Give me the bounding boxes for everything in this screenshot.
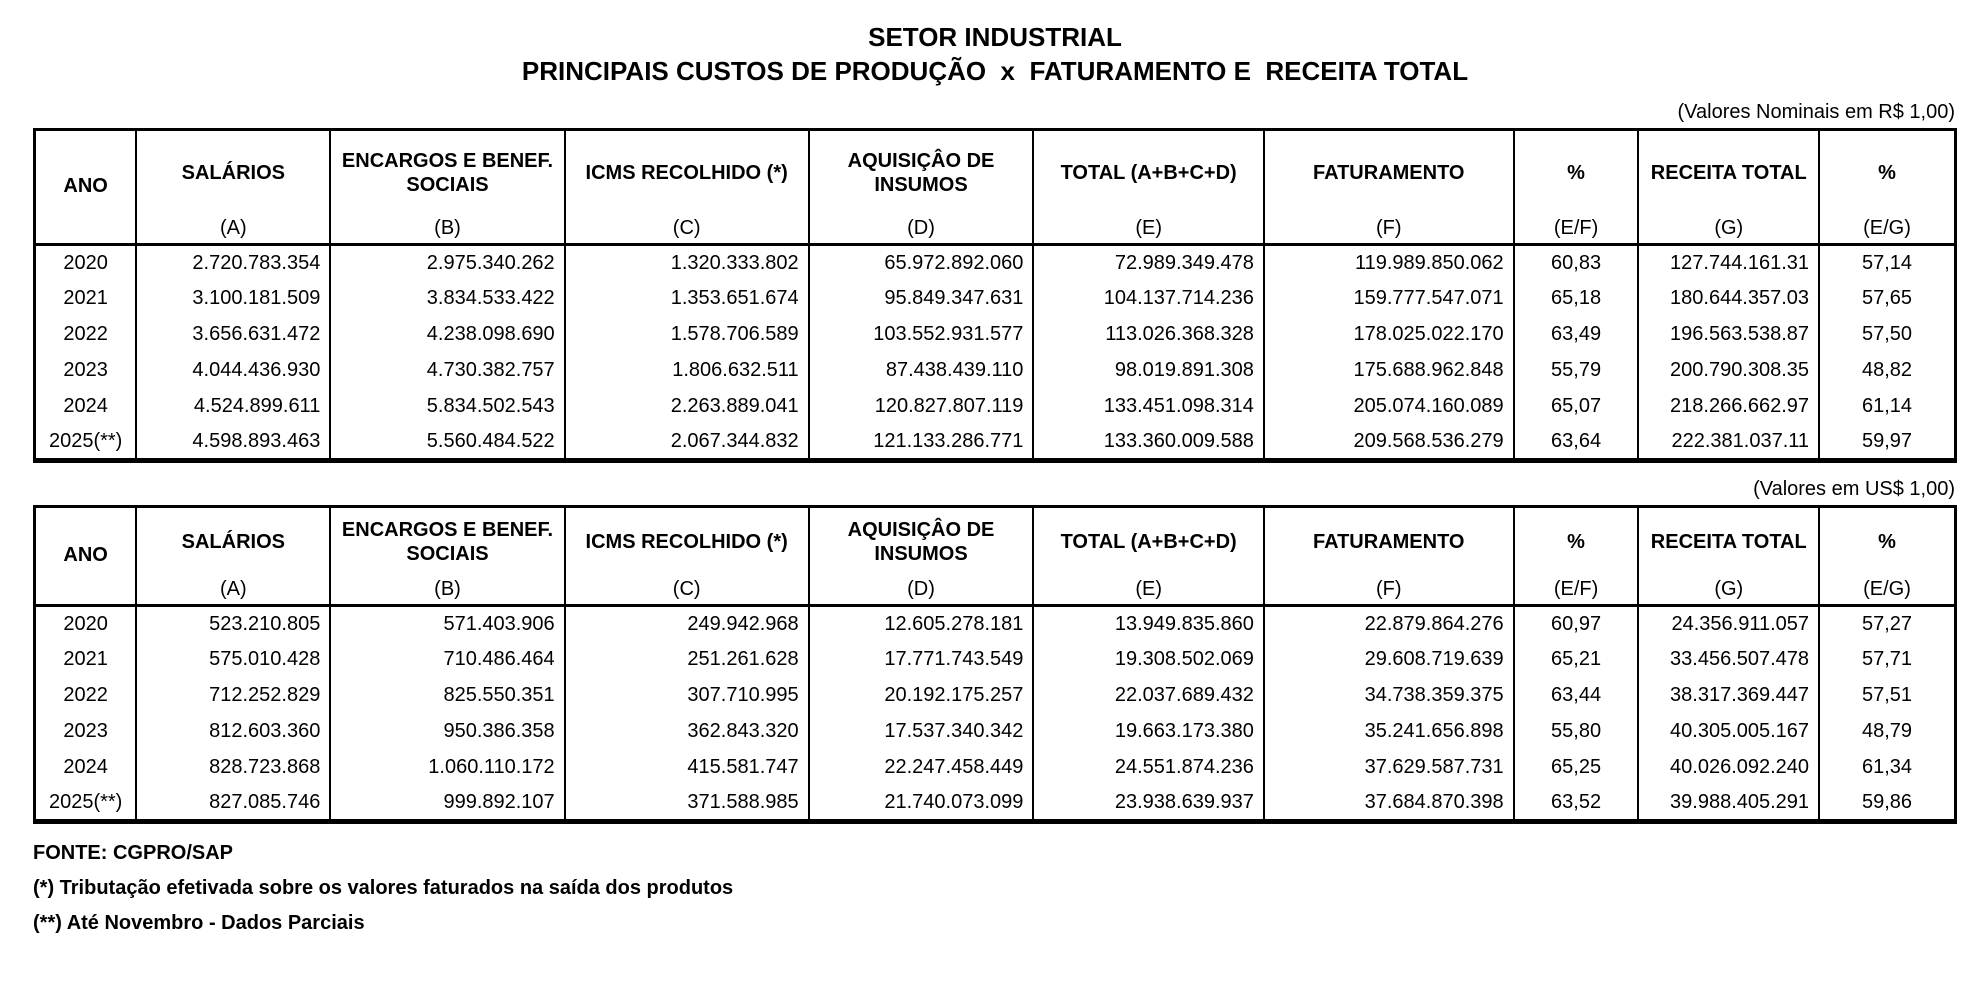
value-cell: 415.581.747: [565, 750, 809, 786]
column-header-insumos: [809, 507, 1034, 606]
value-cell: 12.605.278.181: [809, 606, 1034, 642]
value-cell: 1.353.651.674: [565, 281, 809, 317]
column-header-ano: [35, 130, 137, 245]
column-header-sub: (E): [1135, 578, 1162, 600]
value-cell: 55,80: [1514, 714, 1639, 750]
table-row: [35, 425, 1956, 461]
column-header-sub: (E/F): [1553, 578, 1599, 600]
value-cell: 4.044.436.930: [136, 353, 330, 389]
column-header-label: RECEITA TOTAL: [1650, 531, 1807, 553]
column-header-encargos: [330, 130, 564, 245]
value-cell: 65,18: [1514, 281, 1639, 317]
column-header-receita-total: [1638, 507, 1819, 606]
column-header-ano: [35, 507, 137, 606]
column-header-sub: (F): [1375, 217, 1402, 239]
value-cell: 98.019.891.308: [1033, 353, 1264, 389]
column-header-sub: (D): [907, 578, 935, 600]
footnote-double-asterisk: (**) Até Novembro - Dados Parciais: [33, 912, 365, 934]
value-cell: 24.551.874.236: [1033, 750, 1264, 786]
title-block: [33, 20, 1957, 88]
value-cell: 3.656.631.472: [136, 317, 330, 353]
column-header-sub: (C): [672, 578, 701, 600]
value-cell: 40.305.005.167: [1638, 714, 1819, 750]
year-cell: 2021: [63, 648, 108, 670]
value-cell: 65,07: [1514, 389, 1639, 425]
value-cell: 60,97: [1514, 606, 1639, 642]
page-title: SETOR INDUSTRIAL: [868, 22, 1122, 52]
value-cell: 827.085.746: [136, 786, 330, 822]
value-cell: 133.451.098.314: [1033, 389, 1264, 425]
year-cell: 2025(**): [48, 790, 123, 813]
value-cell: 828.723.868: [136, 750, 330, 786]
value-cell: 712.252.829: [136, 678, 330, 714]
column-header-sub: [36, 241, 135, 243]
value-cell: 29.608.719.639: [1264, 642, 1514, 678]
year-cell: 2020: [63, 251, 108, 274]
value-cell: 24.356.911.057: [1638, 606, 1819, 642]
value-cell: 57,65: [1819, 281, 1955, 317]
table-row: [35, 642, 1956, 678]
value-cell: 65.972.892.060: [809, 245, 1034, 281]
column-header-pct-eg: [1819, 507, 1955, 606]
value-cell: 19.663.173.380: [1033, 714, 1264, 750]
header-row: [35, 130, 1956, 245]
value-cell: 55,79: [1514, 353, 1639, 389]
value-cell: 3.100.181.509: [136, 281, 330, 317]
table-caption-reais: (Valores Nominais em R$ 1,00): [1677, 101, 1955, 123]
column-header-label: ANO: [63, 544, 108, 566]
value-cell: 57,50: [1819, 317, 1955, 353]
column-header-label: ENCARGOS E BENEF. SOCIAIS: [341, 150, 554, 196]
value-cell: 23.938.639.937: [1033, 786, 1264, 822]
value-cell: 127.744.161.31: [1638, 245, 1819, 281]
column-header-sub: (D): [907, 217, 935, 239]
column-header-salarios: [136, 507, 330, 606]
value-cell: 2.067.344.832: [565, 425, 809, 461]
column-header-sub: (B): [434, 217, 461, 239]
value-cell: 40.026.092.240: [1638, 750, 1819, 786]
column-header-salarios: [136, 130, 330, 245]
column-header-faturamento: [1264, 130, 1514, 245]
year-cell: 2022: [63, 323, 108, 345]
value-cell: 48,79: [1819, 714, 1955, 750]
value-cell: 523.210.805: [136, 606, 330, 642]
column-header-total: [1033, 507, 1264, 606]
column-header-sub: (E/G): [1863, 578, 1911, 600]
value-cell: 60,83: [1514, 245, 1639, 281]
footnote-single-asterisk: (*) Tributação efetivada sobre os valores faturados na saída dos produtos: [33, 877, 734, 899]
column-header-sub: (B): [434, 578, 461, 600]
value-cell: 4.524.899.611: [136, 389, 330, 425]
column-header-sub: (G): [1714, 578, 1744, 600]
column-header-sub: (A): [219, 217, 247, 239]
column-header-label: FATURAMENTO: [1313, 531, 1465, 553]
table-row: [35, 714, 1956, 750]
table-row: [35, 389, 1956, 425]
value-cell: 22.037.689.432: [1033, 678, 1264, 714]
column-header-icms: [565, 507, 809, 606]
value-cell: 119.989.850.062: [1264, 245, 1514, 281]
value-cell: 1.578.706.589: [565, 317, 809, 353]
table-row: [35, 750, 1956, 786]
column-header-label: ICMS RECOLHIDO (*): [585, 531, 788, 553]
value-cell: 2.720.783.354: [136, 245, 330, 281]
year-cell: 2022: [63, 684, 108, 706]
column-header-label: RECEITA TOTAL: [1650, 162, 1807, 184]
value-cell: 307.710.995: [565, 678, 809, 714]
value-cell: 35.241.656.898: [1264, 714, 1514, 750]
value-cell: 95.849.347.631: [809, 281, 1034, 317]
column-header-label: SALÁRIOS: [181, 162, 285, 184]
table-row: [35, 353, 1956, 389]
value-cell: 57,51: [1819, 678, 1955, 714]
column-header-label: ANO: [63, 175, 108, 197]
value-cell: 57,71: [1819, 642, 1955, 678]
value-cell: 48,82: [1819, 353, 1955, 389]
column-header-label: FATURAMENTO: [1313, 162, 1465, 184]
year-cell: 2025(**): [48, 429, 123, 452]
column-header-label: %: [1878, 162, 1896, 184]
column-header-sub: (C): [672, 217, 701, 239]
value-cell: 3.834.533.422: [330, 281, 564, 317]
value-cell: 38.317.369.447: [1638, 678, 1819, 714]
column-header-faturamento: [1264, 507, 1514, 606]
column-header-label: TOTAL (A+B+C+D): [1060, 162, 1237, 184]
column-header-sub: [36, 602, 135, 604]
column-header-label: AQUISIÇÂO DE INSUMOS: [847, 519, 995, 565]
value-cell: 371.588.985: [565, 786, 809, 822]
value-cell: 249.942.968: [565, 606, 809, 642]
value-cell: 113.026.368.328: [1033, 317, 1264, 353]
header-row: [35, 507, 1956, 606]
value-cell: 13.949.835.860: [1033, 606, 1264, 642]
value-cell: 103.552.931.577: [809, 317, 1034, 353]
value-cell: 65,25: [1514, 750, 1639, 786]
value-cell: 175.688.962.848: [1264, 353, 1514, 389]
value-cell: 57,27: [1819, 606, 1955, 642]
value-cell: 63,64: [1514, 425, 1639, 461]
value-cell: 4.238.098.690: [330, 317, 564, 353]
value-cell: 222.381.037.11: [1638, 425, 1819, 461]
value-cell: 63,44: [1514, 678, 1639, 714]
value-cell: 218.266.662.97: [1638, 389, 1819, 425]
value-cell: 5.834.502.543: [330, 389, 564, 425]
table-row: [35, 678, 1956, 714]
value-cell: 999.892.107: [330, 786, 564, 822]
value-cell: 4.730.382.757: [330, 353, 564, 389]
value-cell: 1.806.632.511: [565, 353, 809, 389]
value-cell: 121.133.286.771: [809, 425, 1034, 461]
value-cell: 2.263.889.041: [565, 389, 809, 425]
value-cell: 178.025.022.170: [1264, 317, 1514, 353]
column-header-label: ENCARGOS E BENEF. SOCIAIS: [341, 519, 554, 565]
value-cell: 5.560.484.522: [330, 425, 564, 461]
value-cell: 362.843.320: [565, 714, 809, 750]
value-cell: 251.261.628: [565, 642, 809, 678]
table-row: [35, 281, 1956, 317]
value-cell: 65,21: [1514, 642, 1639, 678]
table-row: [35, 606, 1956, 642]
value-cell: 200.790.308.35: [1638, 353, 1819, 389]
value-cell: 34.738.359.375: [1264, 678, 1514, 714]
column-header-total: [1033, 130, 1264, 245]
value-cell: 1.060.110.172: [330, 750, 564, 786]
value-cell: 133.360.009.588: [1033, 425, 1264, 461]
value-cell: 812.603.360: [136, 714, 330, 750]
value-cell: 159.777.547.071: [1264, 281, 1514, 317]
value-cell: 1.320.333.802: [565, 245, 809, 281]
column-header-label: %: [1567, 531, 1585, 553]
column-header-pct-eg: [1819, 130, 1955, 245]
column-header-pct-ef: [1514, 507, 1639, 606]
value-cell: 59,86: [1819, 786, 1955, 822]
value-cell: 575.010.428: [136, 642, 330, 678]
value-cell: 39.988.405.291: [1638, 786, 1819, 822]
value-cell: 37.629.587.731: [1264, 750, 1514, 786]
table-row: [35, 245, 1956, 281]
value-cell: 57,14: [1819, 245, 1955, 281]
value-cell: 104.137.714.236: [1033, 281, 1264, 317]
value-cell: 63,52: [1514, 786, 1639, 822]
value-cell: 950.386.358: [330, 714, 564, 750]
column-header-label: %: [1567, 162, 1585, 184]
value-cell: 17.537.340.342: [809, 714, 1034, 750]
value-cell: 209.568.536.279: [1264, 425, 1514, 461]
value-cell: 72.989.349.478: [1033, 245, 1264, 281]
page-subtitle: PRINCIPAIS CUSTOS DE PRODUÇÃO x FATURAMENTO E RECEITA TOTAL: [521, 56, 1469, 86]
value-cell: 17.771.743.549: [809, 642, 1034, 678]
column-header-label: AQUISIÇÂO DE INSUMOS: [847, 150, 995, 196]
value-cell: 59,97: [1819, 425, 1955, 461]
value-cell: 19.308.502.069: [1033, 642, 1264, 678]
footnote-source: FONTE: CGPRO/SAP: [33, 842, 234, 864]
footnotes-block: [33, 836, 1957, 941]
table-valores-dolares: [33, 505, 1957, 824]
value-cell: 571.403.906: [330, 606, 564, 642]
table-row: [35, 317, 1956, 353]
year-cell: 2023: [63, 359, 108, 381]
value-cell: 22.247.458.449: [809, 750, 1034, 786]
value-cell: 61,34: [1819, 750, 1955, 786]
year-cell: 2020: [63, 612, 108, 635]
year-cell: 2021: [63, 287, 108, 309]
column-header-sub: (E/G): [1863, 217, 1911, 239]
value-cell: 196.563.538.87: [1638, 317, 1819, 353]
value-cell: 205.074.160.089: [1264, 389, 1514, 425]
table-valores-reais: [33, 128, 1957, 463]
value-cell: 4.598.893.463: [136, 425, 330, 461]
column-header-pct-ef: [1514, 130, 1639, 245]
column-header-sub: (E): [1135, 217, 1162, 239]
column-header-encargos: [330, 507, 564, 606]
year-cell: 2023: [63, 720, 108, 742]
table-row: [35, 786, 1956, 822]
value-cell: 120.827.807.119: [809, 389, 1034, 425]
column-header-insumos: [809, 130, 1034, 245]
column-header-sub: (F): [1375, 578, 1402, 600]
column-header-label: TOTAL (A+B+C+D): [1060, 531, 1237, 553]
column-header-label: ICMS RECOLHIDO (*): [585, 162, 788, 184]
value-cell: 2.975.340.262: [330, 245, 564, 281]
value-cell: 22.879.864.276: [1264, 606, 1514, 642]
table-caption-dolares: (Valores em US$ 1,00): [1753, 478, 1955, 500]
column-header-sub: (G): [1714, 217, 1744, 239]
value-cell: 21.740.073.099: [809, 786, 1034, 822]
value-cell: 33.456.507.478: [1638, 642, 1819, 678]
value-cell: 180.644.357.03: [1638, 281, 1819, 317]
column-header-sub: (A): [219, 578, 247, 600]
year-cell: 2024: [63, 395, 108, 417]
year-cell: 2024: [63, 756, 108, 778]
value-cell: 825.550.351: [330, 678, 564, 714]
value-cell: 710.486.464: [330, 642, 564, 678]
column-header-receita-total: [1638, 130, 1819, 245]
column-header-icms: [565, 130, 809, 245]
value-cell: 87.438.439.110: [809, 353, 1034, 389]
value-cell: 37.684.870.398: [1264, 786, 1514, 822]
column-header-sub: (E/F): [1553, 217, 1599, 239]
value-cell: 63,49: [1514, 317, 1639, 353]
value-cell: 20.192.175.257: [809, 678, 1034, 714]
column-header-label: %: [1878, 531, 1896, 553]
column-header-label: SALÁRIOS: [181, 531, 285, 553]
value-cell: 61,14: [1819, 389, 1955, 425]
